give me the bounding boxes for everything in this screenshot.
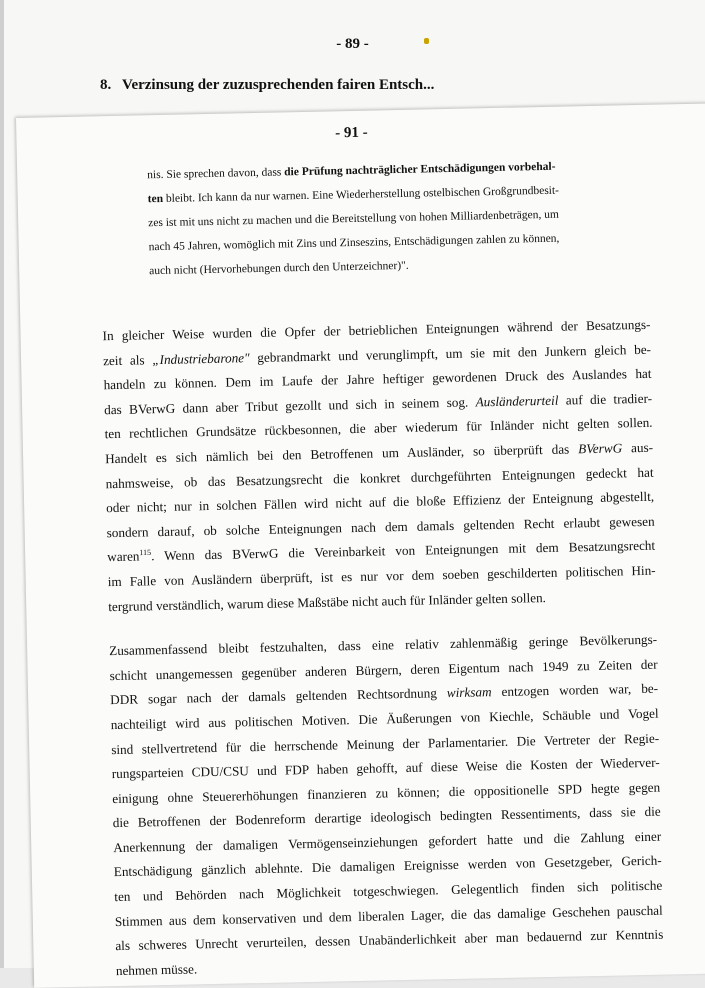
front-page-sheet <box>16 103 705 987</box>
paper-edge <box>0 0 4 968</box>
text-line: nachteiligt wird aus politischen Motiven. Die Äußerungen von Kiechle, Schäuble und Vogel <box>110 705 659 733</box>
quote-block <box>147 153 649 283</box>
text-line: im Falle von Ausländern überprüft, ist es nur vor dem soeben geschilderten politischen Hin- <box>107 562 656 590</box>
bold-text: die Prüfung nachträglicher Entschädigungen vorbehal- <box>284 160 556 179</box>
quote-line: nis. Sie sprechen davon, dass die Prüfung nachträglicher Entschädigungen vorbehal- <box>147 160 556 182</box>
text-line: nehmen müsse. <box>115 961 198 978</box>
text-line: die Betroffenen der Bodenreform derartige ideologisch bedingten Ressentiments, dass sie die <box>112 803 661 831</box>
paper-speck <box>424 38 429 44</box>
quote-line: ten bleibt. Ich kann da nur warnen. Eine Wiederherstellung ostelbischen Großgrundbesit- <box>147 184 560 206</box>
text-line: DDR sogar nach der damals geltenden Rechtsordnung wirksam entzogen worden war, be- <box>110 680 659 708</box>
paragraph <box>109 628 664 984</box>
text-line: das BVerwG dann aber Tribut gezollt und sich in seinem sog. Ausländerurteil auf die tradier- <box>103 390 653 417</box>
italic-text: BVerwG <box>578 440 623 457</box>
text-line: Zusammenfassend bleibt festzuhalten, dass eine relativ zahlenmäßig geringe Bevölkerungs- <box>109 631 658 659</box>
heading-text: Verzinsung der zuzusprechenden fairen Entsch... <box>122 77 435 93</box>
text-line: einigung ohne Steuererhöhungen finanzieren zu können; die oppositionelle SPD hegte gegen <box>112 779 661 806</box>
text-line: sind stellvertretend für die herrschende Meinung der Parlamentarier. Die Vertreter der Regie- <box>111 730 660 757</box>
text-line: waren$^{115}$. Wenn das BVerwG die Vereinbarkeit von Enteignungen mit dem Besatzungsrecht <box>107 538 656 565</box>
italic-text: wirksam <box>446 684 492 701</box>
italic-text: „Industriebarone" <box>152 349 250 367</box>
text-line: Stimmen aus dem konservativen und dem liberalen Lager, die das damalige Geschehen pauschal <box>114 902 663 929</box>
text-line: Anerkennung der damaligen Vermögenseinziehungen gefordert hatte und die Zahlung einer <box>113 828 662 855</box>
text-line: als schweres Unrecht verurteilen, dessen Unabänderlichkeit aber man bedauernd zur Kenntnis <box>115 926 664 954</box>
italic-text: Ausländerurteil <box>475 392 559 410</box>
quote-line: nach 45 Jahren, womöglich mit Zins und Zinseszins, Entschädigungen zahlen zu können, <box>148 232 560 254</box>
bold-text: ten <box>147 192 164 206</box>
footnote-ref: 115 <box>139 548 152 558</box>
text-line: oder nicht; nur in solchen Fällen wird nicht auf die bloße Effizienz der Enteignung abgestellt, <box>106 488 655 516</box>
heading-number: 8. <box>100 77 112 93</box>
back-page-number: - 89 - <box>336 36 369 52</box>
text-line: schicht unangemessen gegenüber anderen Bürgern, deren Eigentum nach 1949 zu Zeiten der <box>109 656 658 683</box>
text-line: Handelt es sich nämlich bei den Betroffenen um Ausländer, so überprüft das BVerwG aus- <box>104 439 654 467</box>
body-text <box>102 313 664 984</box>
back-page-heading <box>100 77 434 94</box>
text-line: handeln zu können. Dem im Laufe der Jahre heftiger gewordenen Druck des Auslandes hat <box>103 365 652 393</box>
text-line: ten rechtlichen Grundsätze rückbesonnen, die aber wiederum für Inländer nicht gelten sollen. <box>104 415 653 442</box>
text-line: rungsparteien CDU/CSU und FDP haben gehofft, auf diese Weise die Kosten der Wiederver- <box>111 754 660 782</box>
text-line: Entschädigung gänzlich ablehnte. Die damaligen Ereignisse werden von Gesetzgeber, Gerich- <box>113 853 662 880</box>
text-line: tergrund verständlich, warum diese Maßstäbe nicht auch für Inländer gelten sollen. <box>108 589 547 614</box>
quote-line: auch nicht (Hervorhebungen durch den Unterzeichner)". <box>149 259 409 278</box>
text-line: sondern darauf, ob solche Enteignungen nach dem damals geltenden Recht erlaubt gewesen <box>106 513 655 540</box>
quote-line: zes ist mit uns nicht zu machen und die Bereitstellung von hohen Milliardenbeträgen, um <box>148 208 559 230</box>
text-line: zeit als „Industriebarone" gebrandmarkt und verunglimpft, um sie mit den Junkern gleich be- <box>102 341 652 368</box>
text-line: nahmsweise, ob das Besatzungsrecht die konkret durchgeführten Enteignungen gedeckt hat <box>105 464 654 491</box>
text-line: ten und Behörden nach Möglichkeit totgeschwiegen. Gelegentlich finden sich politische <box>114 877 663 905</box>
text-line: In gleicher Weise wurden die Opfer der betrieblichen Enteignungen während der Besatzungs- <box>102 316 651 344</box>
front-page-number: - 91 - <box>334 124 368 142</box>
paragraph <box>102 313 656 620</box>
